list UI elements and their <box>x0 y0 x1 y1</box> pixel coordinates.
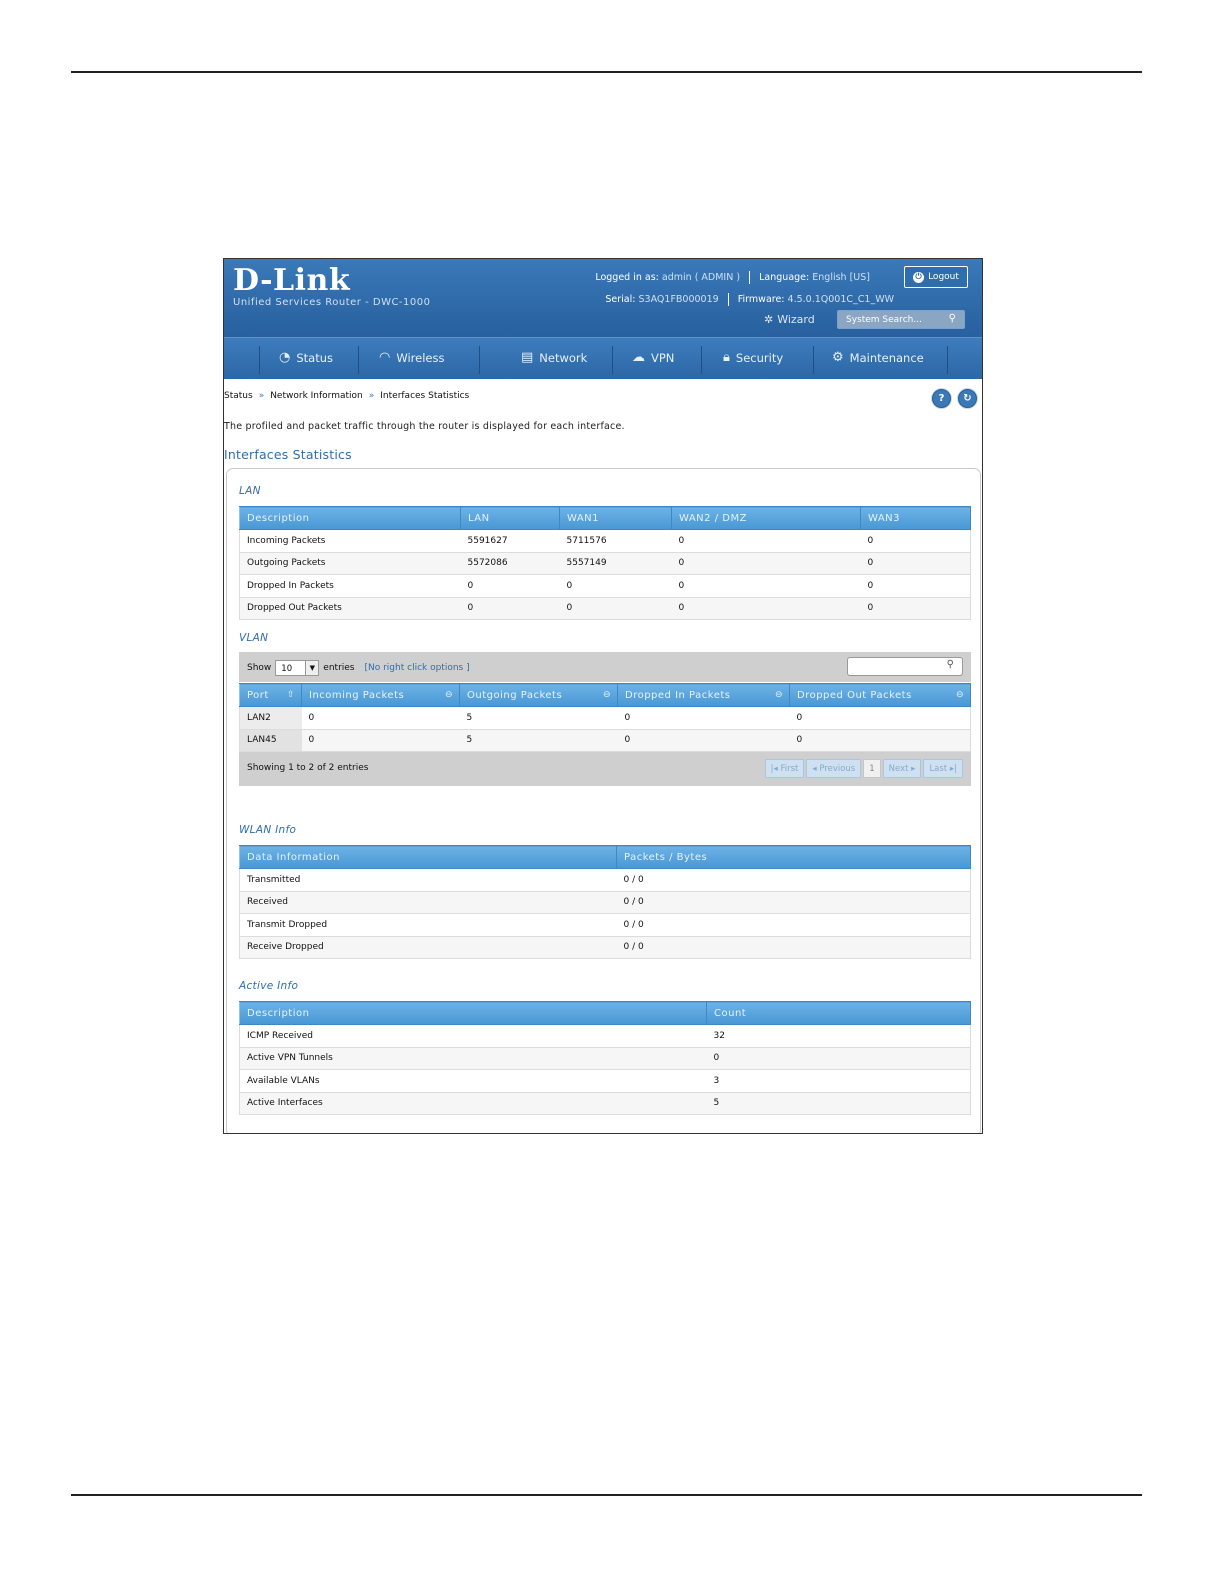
table-row <box>240 936 971 959</box>
column-label: Dropped In Packets <box>625 689 731 701</box>
table-cell: Dropped Out Packets <box>240 597 461 620</box>
language-link[interactable]: English [US] <box>812 272 870 283</box>
table-cell: Active Interfaces <box>240 1092 707 1115</box>
entries-control <box>247 660 470 676</box>
table-cell: LAN2 <box>240 707 302 730</box>
table-cell: 0 <box>790 729 971 752</box>
breadcrumb-network-information[interactable]: Network Information <box>270 391 363 401</box>
page-description: The profiled and packet traffic through the router is displayed for each interface. <box>224 421 625 432</box>
cloud-lock-icon: ☁ <box>632 350 645 365</box>
content-area <box>224 379 982 1133</box>
magic-wand-icon: ✲ <box>764 313 774 326</box>
table-row <box>240 597 971 620</box>
nav-divider <box>358 346 359 374</box>
refresh-icon[interactable]: ↻ <box>958 389 977 408</box>
logout-label: Logout <box>928 272 959 282</box>
breadcrumb-separator: » <box>368 391 375 401</box>
table-cell: 3 <box>707 1070 971 1093</box>
statistics-panel <box>226 468 981 1134</box>
app-header <box>224 259 982 379</box>
nav-label: Maintenance <box>849 350 924 365</box>
firmware-value: 4.5.0.1Q001C_C1_WW <box>787 294 894 305</box>
gears-icon: ⚙ <box>832 350 844 365</box>
table-row <box>240 1092 971 1115</box>
serial-value: S3AQ1FB000019 <box>638 294 719 305</box>
column-label: Port <box>247 689 269 701</box>
table-cell: 0 <box>560 575 672 598</box>
column-header: Description <box>240 1002 707 1025</box>
sort-icon: ⊖ <box>774 689 783 700</box>
nav-divider <box>612 346 613 374</box>
column-header: Packets / Bytes <box>617 846 971 869</box>
search-placeholder: System Search... <box>846 314 922 325</box>
column-header-dropped-in[interactable] <box>618 684 790 707</box>
logged-in-value: admin ( ADMIN ) <box>661 272 741 283</box>
column-label: Dropped Out Packets <box>797 689 912 701</box>
firmware-info-row <box>605 293 894 306</box>
table-cell: 5572086 <box>461 552 560 575</box>
vlan-section-title: VLAN <box>239 632 269 644</box>
column-header-incoming[interactable] <box>302 684 460 707</box>
table-cell: 0 <box>672 530 861 553</box>
table-cell: Transmit Dropped <box>240 914 617 937</box>
vlan-table <box>239 683 971 752</box>
nav-label: Wireless <box>396 350 445 365</box>
column-header: WAN2 / DMZ <box>672 507 861 530</box>
column-header: Description <box>240 507 461 530</box>
nav-divider <box>259 346 260 374</box>
table-row <box>240 1047 971 1070</box>
column-label: Outgoing Packets <box>467 689 563 701</box>
sort-icon: ⊖ <box>955 689 964 700</box>
table-cell: 0 <box>461 575 560 598</box>
table-cell: 0 / 0 <box>617 891 971 914</box>
wlan-table <box>239 845 971 959</box>
last-page-button[interactable]: Last ▸| <box>923 759 963 778</box>
column-header-dropped-out[interactable] <box>790 684 971 707</box>
active-section-title: Active Info <box>239 980 299 992</box>
table-cell: 0 <box>461 597 560 620</box>
logout-button[interactable] <box>904 266 968 288</box>
dlink-logo: D-Link <box>233 263 351 298</box>
table-cell: 0 <box>861 530 971 553</box>
entries-label: entries <box>323 663 355 673</box>
table-row <box>240 1025 971 1048</box>
vlan-footer-bar <box>239 752 971 786</box>
nav-vpn[interactable] <box>632 350 674 365</box>
table-cell: 0 <box>672 552 861 575</box>
column-header: Count <box>707 1002 971 1025</box>
table-cell: Incoming Packets <box>240 530 461 553</box>
search-icon[interactable]: ⚲ <box>948 313 956 324</box>
divider <box>749 271 750 284</box>
nav-network[interactable] <box>521 350 587 365</box>
table-cell: 0 <box>618 707 790 730</box>
table-cell: 0 <box>672 597 861 620</box>
pagination <box>765 759 963 778</box>
breadcrumb-interfaces-statistics: Interfaces Statistics <box>380 391 470 401</box>
system-search-input[interactable] <box>837 310 965 329</box>
vlan-controls-bar <box>239 652 971 682</box>
firmware-label: Firmware: <box>737 294 785 305</box>
table-cell: 0 <box>707 1047 971 1070</box>
nav-divider <box>701 346 702 374</box>
column-header-port[interactable] <box>240 684 302 707</box>
table-cell: Dropped In Packets <box>240 575 461 598</box>
nav-divider <box>947 346 948 374</box>
right-click-options-link[interactable]: [No right click options ] <box>364 663 470 673</box>
sort-asc-icon: ⇧ <box>286 689 295 700</box>
logged-in-label: Logged in as: <box>595 272 659 283</box>
table-cell: 5591627 <box>461 530 560 553</box>
table-cell: 32 <box>707 1025 971 1048</box>
nav-label: Security <box>735 350 784 365</box>
nav-divider <box>813 346 814 374</box>
table-cell: Transmitted <box>240 869 617 892</box>
user-info-row <box>595 271 870 284</box>
nav-wireless[interactable] <box>379 350 444 365</box>
top-rule <box>71 71 1142 73</box>
table-cell: Receive Dropped <box>240 936 617 959</box>
table-row <box>240 552 971 575</box>
table-cell: 0 <box>302 729 460 752</box>
table-cell: Available VLANs <box>240 1070 707 1093</box>
main-nav <box>224 337 982 380</box>
serial-label: Serial: <box>605 294 636 305</box>
table-cell: 0 <box>790 707 971 730</box>
table-row <box>240 530 971 553</box>
table-row <box>240 575 971 598</box>
nav-label: Network <box>539 350 588 365</box>
product-name: Unified Services Router - DWC-1000 <box>233 297 431 308</box>
sort-icon: ⊖ <box>444 689 453 700</box>
pager-label: Previous <box>819 763 856 774</box>
table-cell: Active VPN Tunnels <box>240 1047 707 1070</box>
table-cell: 5 <box>460 707 618 730</box>
table-cell: Received <box>240 891 617 914</box>
show-label: Show <box>247 663 272 673</box>
pager-label: Next <box>888 763 909 774</box>
language-label: Language: <box>759 272 810 283</box>
sort-icon: ⊖ <box>602 689 611 700</box>
table-cell: Outgoing Packets <box>240 552 461 575</box>
next-page-button[interactable]: Next ▸ <box>883 759 922 778</box>
table-cell: 0 <box>560 597 672 620</box>
page-number-button[interactable]: 1 <box>863 759 880 778</box>
lan-table <box>239 506 971 620</box>
nav-label: VPN <box>651 350 675 365</box>
column-header: Data Information <box>240 846 617 869</box>
table-cell: 0 <box>672 575 861 598</box>
nav-label: Status <box>296 350 333 365</box>
column-header: LAN <box>461 507 560 530</box>
table-row[interactable] <box>240 729 971 752</box>
previous-page-button[interactable]: ◂ Previous <box>806 759 861 778</box>
nav-divider <box>479 346 480 374</box>
table-cell: 0 <box>302 707 460 730</box>
lock-icon: 🔒︎ <box>723 350 730 365</box>
search-icon: ⚲ <box>946 659 954 670</box>
pager-label: Last <box>929 763 948 774</box>
column-header: WAN1 <box>560 507 672 530</box>
table-row <box>240 891 971 914</box>
table-cell: 5557149 <box>560 552 672 575</box>
table-row[interactable] <box>240 707 971 730</box>
table-cell: 0 <box>861 575 971 598</box>
lan-section-title: LAN <box>239 485 261 497</box>
table-cell: ICMP Received <box>240 1025 707 1048</box>
nav-status[interactable] <box>279 350 333 365</box>
gauge-icon: ◔ <box>279 350 291 365</box>
table-cell: 0 <box>861 552 971 575</box>
page-title: Interfaces Statistics <box>224 447 352 462</box>
table-cell: 0 <box>618 729 790 752</box>
vlan-search-input[interactable] <box>847 657 963 676</box>
table-cell: 0 / 0 <box>617 914 971 937</box>
help-icon[interactable]: ? <box>932 389 951 408</box>
showing-entries-text: Showing 1 to 2 of 2 entries <box>247 763 369 773</box>
table-row <box>240 869 971 892</box>
power-icon: ⏻ <box>913 272 924 283</box>
breadcrumb <box>224 391 469 401</box>
nav-security[interactable] <box>723 350 783 365</box>
column-header: WAN3 <box>861 507 971 530</box>
wlan-section-title: WLAN Info <box>239 824 297 836</box>
table-cell: 0 / 0 <box>617 936 971 959</box>
computer-icon: ▤ <box>521 350 534 365</box>
breadcrumb-status[interactable]: Status <box>224 391 253 401</box>
table-cell: 5711576 <box>560 530 672 553</box>
column-header-outgoing[interactable] <box>460 684 618 707</box>
pager-label: First <box>780 763 799 774</box>
first-page-button[interactable]: |◂ First <box>765 759 805 778</box>
table-row <box>240 914 971 937</box>
table-cell: 5 <box>460 729 618 752</box>
wizard-label: Wizard <box>777 313 815 326</box>
entries-value: 10 <box>281 664 293 674</box>
table-cell: 0 <box>861 597 971 620</box>
table-cell: 5 <box>707 1092 971 1115</box>
table-cell: LAN45 <box>240 729 302 752</box>
bottom-rule <box>71 1494 1142 1496</box>
chevron-down-icon: ▼ <box>305 661 318 675</box>
wifi-icon: ◠ <box>379 350 391 365</box>
column-label: Incoming Packets <box>309 689 405 701</box>
table-cell: 0 / 0 <box>617 869 971 892</box>
breadcrumb-separator: » <box>258 391 265 401</box>
router-screenshot <box>223 258 983 1134</box>
wizard-link[interactable] <box>764 313 815 326</box>
entries-select[interactable] <box>275 660 319 676</box>
table-row <box>240 1070 971 1093</box>
divider <box>728 293 729 306</box>
nav-maintenance[interactable] <box>832 350 924 365</box>
active-table <box>239 1001 971 1115</box>
